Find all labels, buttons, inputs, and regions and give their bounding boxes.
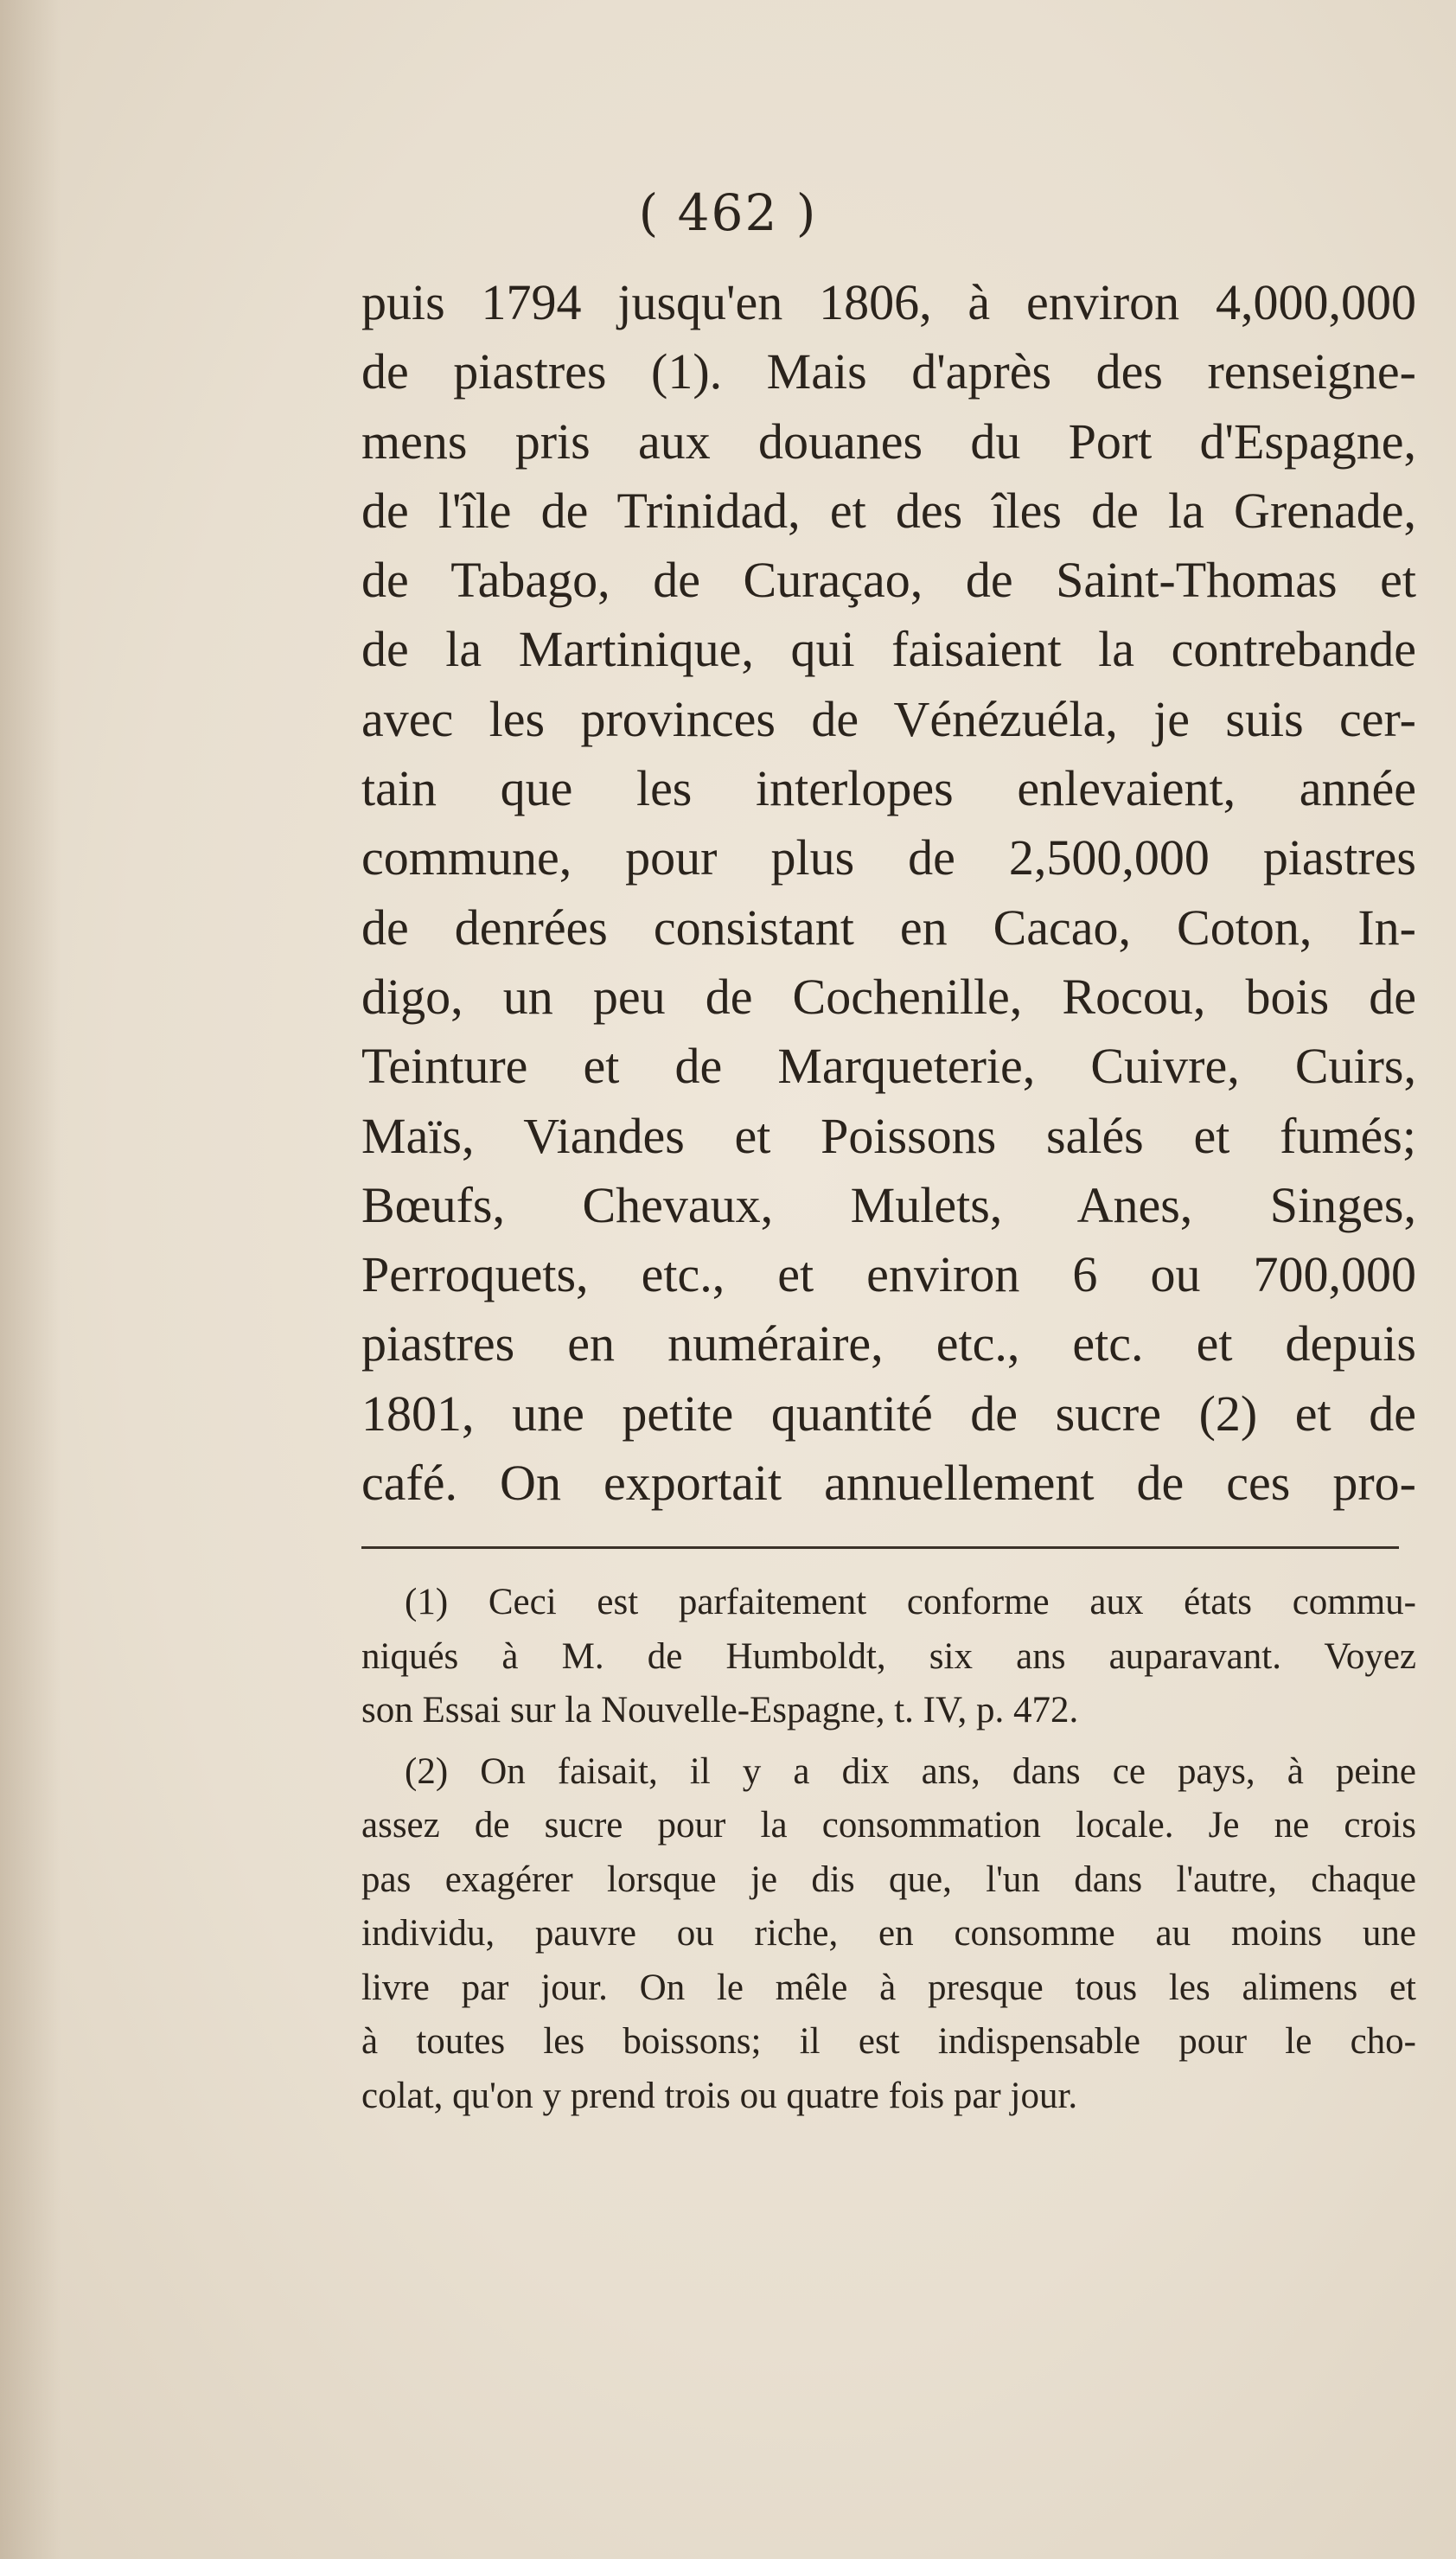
page-number: ( 462 )	[638, 183, 818, 242]
main-text	[361, 268, 1416, 1518]
text-line: de la Martinique, qui faisaient la contrebande	[361, 621, 1416, 678]
footnote-line: assez de sucre pour la consommation locale. Je ne crois	[361, 1805, 1416, 1846]
footnote-line: colat, qu'on y prend trois ou quatre fois par jour.	[361, 2075, 1078, 2116]
text-line: 1801, une petite quantité de sucre (2) et de	[361, 1385, 1416, 1442]
text-line: digo, un peu de Cochenille, Rocou, bois de	[361, 968, 1416, 1025]
text-line: mens pris aux douanes du Port d'Espagne,	[361, 413, 1416, 470]
footnote-line: niqués à M. de Humboldt, six ans auparavant. Voyez	[361, 1635, 1416, 1677]
text-line: commune, pour plus de 2,500,000 piastres	[361, 829, 1416, 886]
page-gutter-shadow	[0, 0, 61, 2559]
footnote-line: son Essai sur la Nouvelle-Espagne, t. IV, p. 472.	[361, 1690, 1079, 1731]
footnote-2	[361, 1745, 1416, 2124]
text-line: Maïs, Viandes et Poissons salés et fumés;	[361, 1107, 1416, 1164]
text-line: de Tabago, de Curaçao, de Saint-Thomas et	[361, 552, 1416, 609]
text-line: puis 1794 jusqu'en 1806, à environ 4,000,000	[361, 274, 1416, 330]
text-line: Perroquets, etc., et environ 6 ou 700,000	[361, 1246, 1416, 1303]
footnote-line: individu, pauvre ou riche, en consomme au moins une	[361, 1913, 1416, 1954]
footnote-line: pas exagérer lorsque je dis que, l'un dans l'autre, chaque	[361, 1858, 1416, 1900]
footnote-line: livre par jour. On le mêle à presque tous les alimens et	[361, 1967, 1416, 2008]
footnote-separator-rule	[361, 1546, 1399, 1549]
footnote-line: à toutes les boissons; il est indispensable pour le cho-	[361, 2021, 1416, 2062]
text-line: tain que les interlopes enlevaient, année	[361, 760, 1416, 817]
text-line: piastres en numéraire, etc., etc. et depuis	[361, 1315, 1416, 1372]
text-line: avec les provinces de Vénézuéla, je suis cer-	[361, 690, 1416, 747]
text-line: Teinture et de Marqueterie, Cuivre, Cuirs,	[361, 1038, 1416, 1095]
text-line: Bœufs, Chevaux, Mulets, Anes, Singes,	[361, 1176, 1416, 1233]
text-line: café. On exportait annuellement de ces pro-	[361, 1455, 1416, 1512]
footnotes	[361, 1576, 1416, 2123]
footnote-1	[361, 1576, 1416, 1738]
footnote-line: (2) On faisait, il y a dix ans, dans ce pays, à peine	[405, 1750, 1416, 1792]
footnote-line: (1) Ceci est parfaitement conforme aux états commu-	[405, 1582, 1416, 1622]
text-line: de denrées consistant en Cacao, Coton, In-	[361, 899, 1416, 956]
text-line: de piastres (1). Mais d'après des renseigne-	[361, 343, 1416, 400]
text-line: de l'île de Trinidad, et des îles de la Grenade,	[361, 482, 1416, 539]
